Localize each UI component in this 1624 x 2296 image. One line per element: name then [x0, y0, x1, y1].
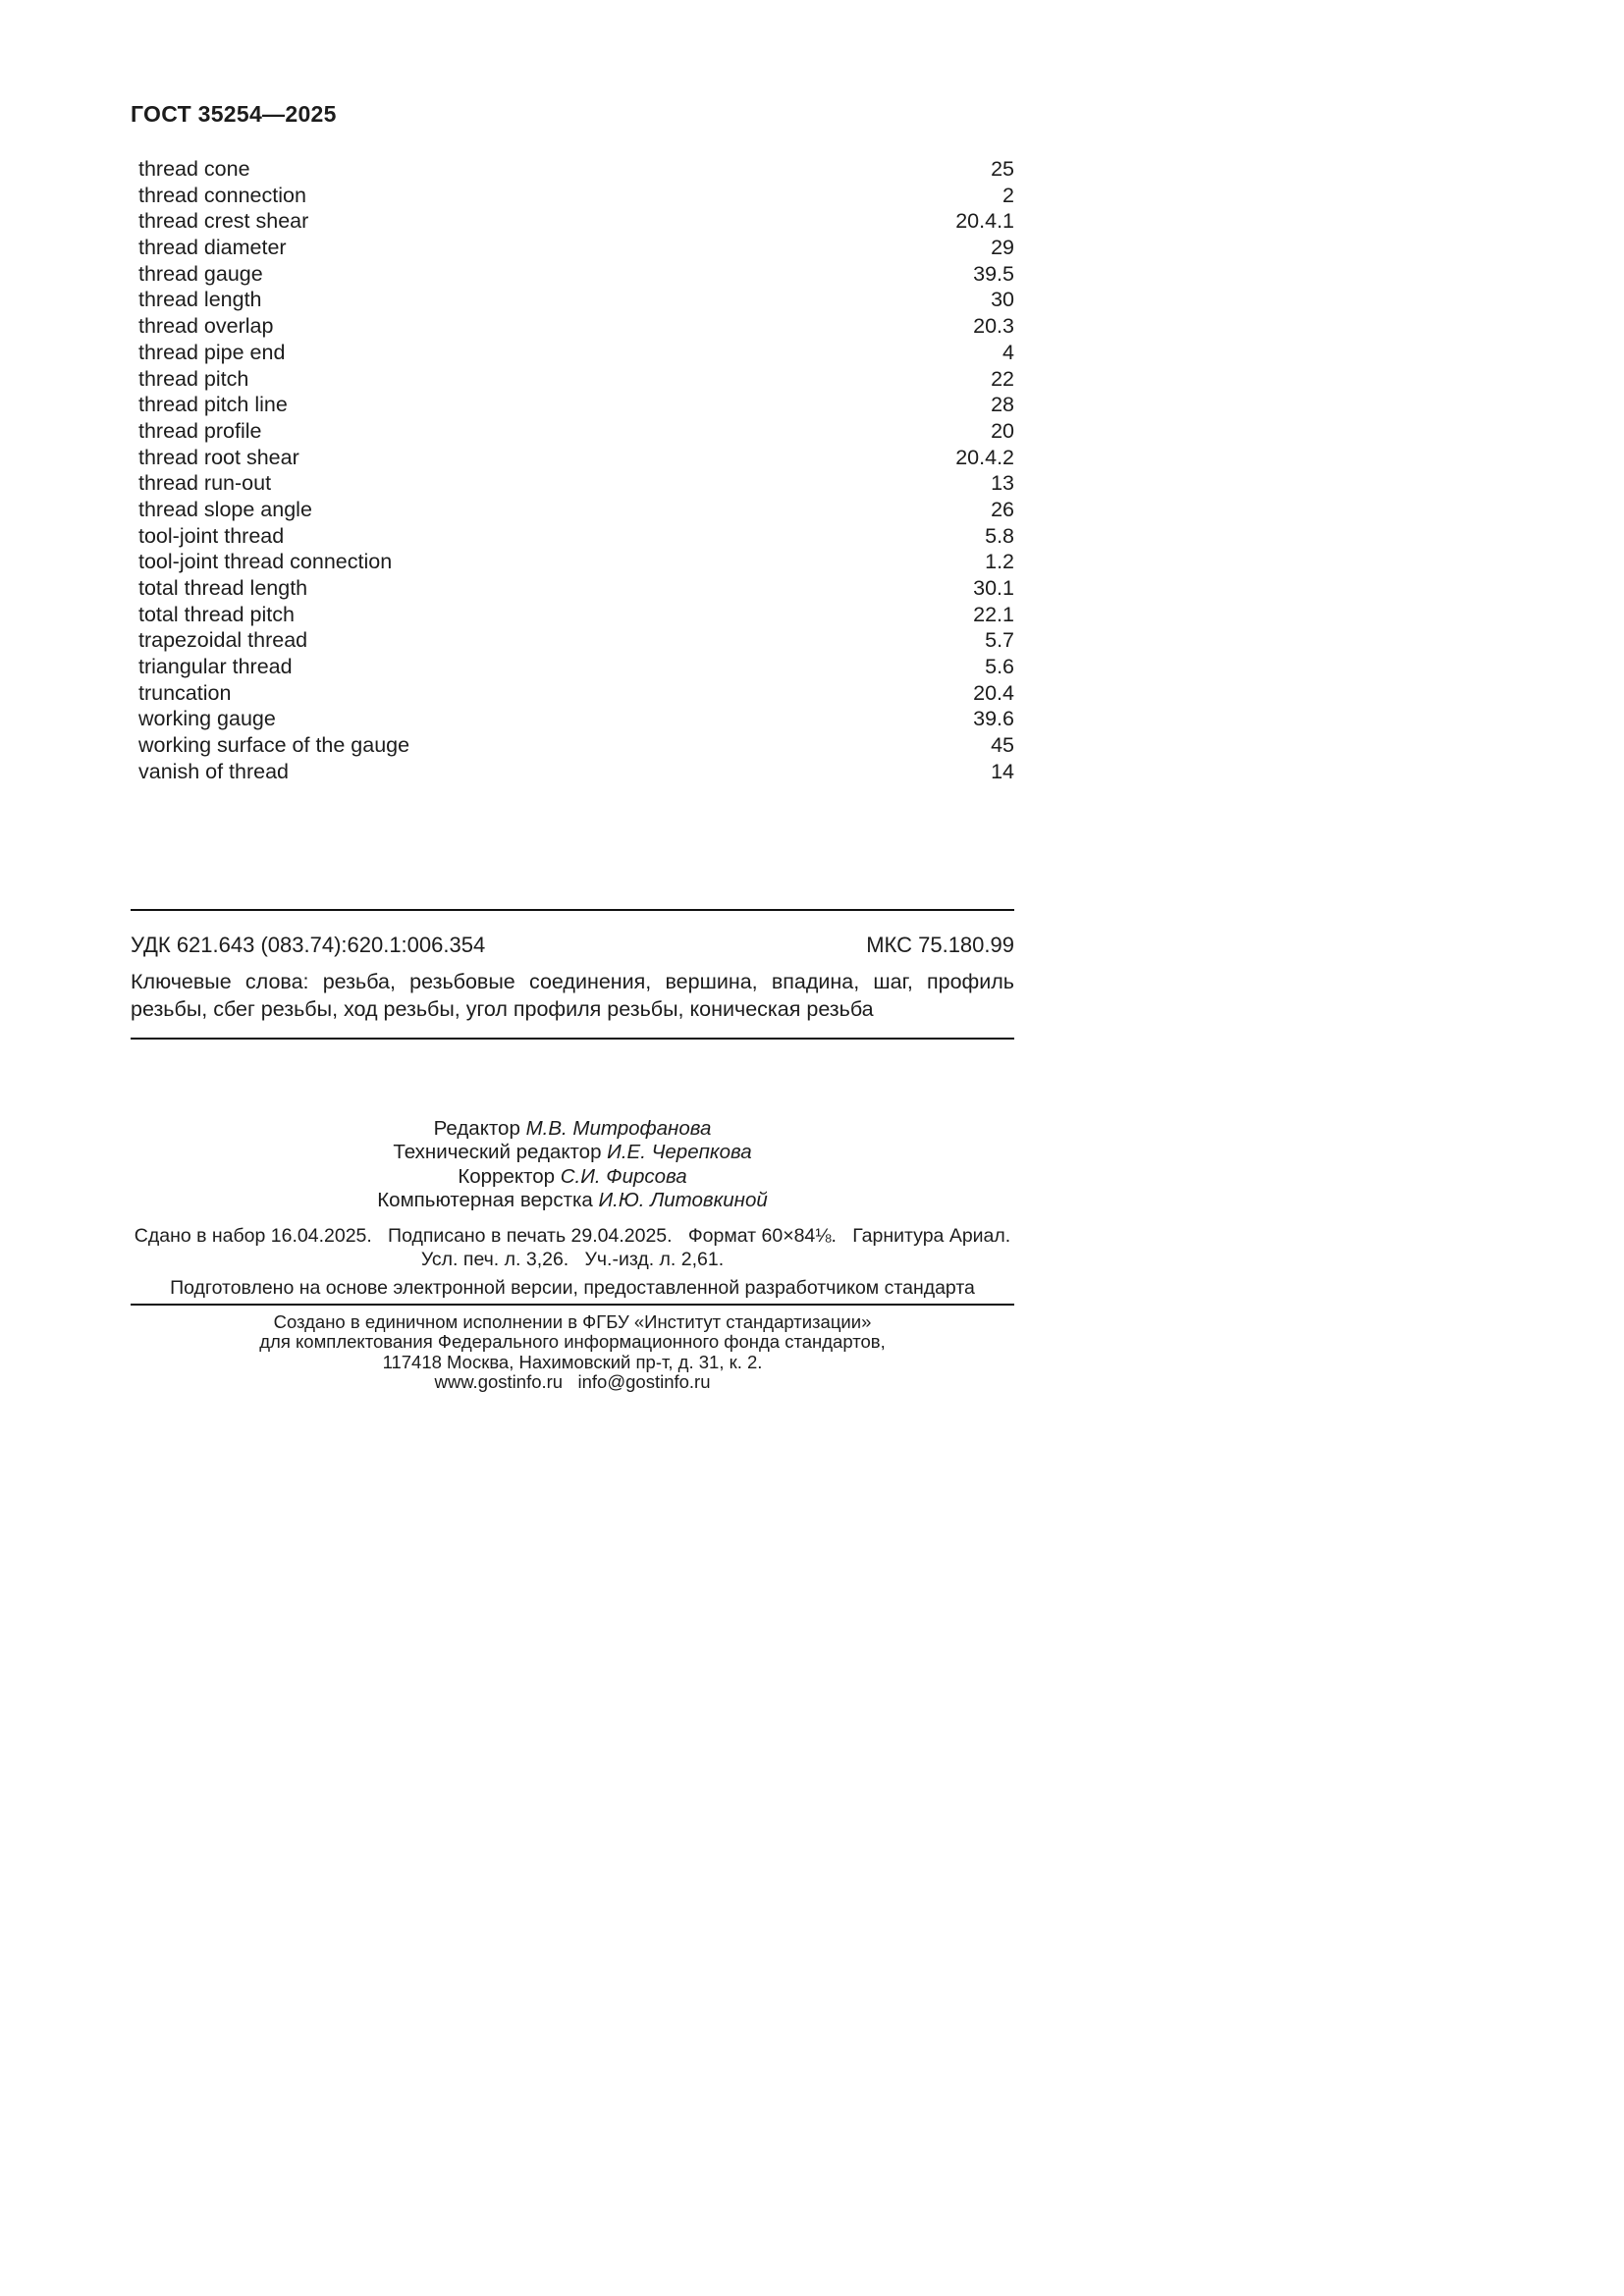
divider-above-udk	[131, 909, 1014, 911]
index-term: thread pipe end	[138, 340, 286, 364]
index-term: tool-joint thread	[138, 523, 285, 548]
index-term: working surface of the gauge	[138, 733, 410, 758]
staff-name: И.Ю. Литовкиной	[598, 1188, 768, 1211]
prepared-note: Подготовлено на основе электронной версии, предоставленной разработчиком стандарта	[170, 1277, 975, 1299]
index-ref: 30	[991, 288, 1014, 312]
index-entry-row	[138, 732, 1014, 759]
index-ref: 2	[1002, 183, 1014, 207]
index-term: total thread pitch	[138, 602, 295, 626]
index-term: trapezoidal thread	[138, 628, 308, 653]
index-entry-row	[138, 235, 1014, 261]
index-entry-row	[138, 759, 1014, 785]
index-term: thread pitch line	[138, 393, 288, 417]
index-term: total thread length	[138, 576, 308, 600]
mks-code: МКС 75.180.99	[866, 933, 1014, 957]
index-term: thread cone	[138, 157, 250, 181]
index-entry-row	[138, 392, 1014, 418]
index-term: thread profile	[138, 418, 262, 443]
index-entry-row	[138, 183, 1014, 209]
editorial-staff-block	[131, 1117, 1014, 1212]
staff-line	[131, 1189, 1014, 1212]
staff-role: Корректор	[458, 1164, 561, 1188]
footer-line: для комплектования Федерального информационного фонда стандартов,	[259, 1331, 886, 1353]
index-entry-row	[138, 497, 1014, 523]
index-term: thread diameter	[138, 236, 287, 260]
index-term: truncation	[138, 680, 232, 705]
print-info-line-2: Усл. печ. л. 3,26. Уч.-изд. л. 2,61.	[420, 1249, 725, 1270]
index-ref: 30.1	[973, 576, 1014, 600]
index-ref: 39.5	[973, 261, 1014, 286]
index-term: tool-joint thread connection	[138, 550, 393, 574]
divider-above-footer	[131, 1304, 1014, 1306]
publisher-footer-block	[131, 1312, 1014, 1393]
print-info-line-1: Сдано в набор 16.04.2025. Подписано в печать 29.04.2025. Формат 60×84⅛. Гарнитура Ариал.	[134, 1225, 1011, 1247]
staff-line	[131, 1141, 1014, 1164]
staff-name: М.В. Митрофанова	[525, 1117, 712, 1140]
index-ref: 22.1	[973, 602, 1014, 626]
index-entry-row	[138, 287, 1014, 313]
footer-line: 117418 Москва, Нахимовский пр-т, д. 31, к. 2.	[382, 1351, 763, 1372]
index-entry-row	[138, 654, 1014, 680]
index-term: thread crest shear	[138, 209, 309, 234]
index-ref: 13	[991, 471, 1014, 496]
index-term: triangular thread	[138, 655, 293, 679]
document-code-header: ГОСТ 35254—2025	[131, 101, 337, 127]
index-entry-row	[138, 340, 1014, 366]
index-ref: 5.8	[985, 523, 1014, 548]
index-entry-row	[138, 418, 1014, 445]
index-ref: 20.3	[973, 314, 1014, 339]
index-ref: 20.4.2	[955, 445, 1014, 469]
index-entry-row	[138, 602, 1014, 628]
index-term: thread run-out	[138, 471, 272, 496]
index-ref: 29	[991, 236, 1014, 260]
index-entry-row	[138, 156, 1014, 183]
index-entry-row	[138, 549, 1014, 575]
index-ref: 25	[991, 157, 1014, 181]
staff-line	[131, 1117, 1014, 1141]
index-ref: 22	[991, 366, 1014, 391]
index-term: thread overlap	[138, 314, 274, 339]
index-ref: 39.6	[973, 707, 1014, 731]
index-term: working gauge	[138, 707, 276, 731]
index-ref: 20.4	[973, 680, 1014, 705]
index-entry-row	[138, 470, 1014, 497]
codes-row	[131, 933, 1014, 958]
staff-line	[131, 1165, 1014, 1189]
staff-role: Редактор	[433, 1117, 526, 1140]
index-entry-row	[138, 575, 1014, 602]
index-ref: 14	[991, 759, 1014, 783]
index-ref: 1.2	[985, 550, 1014, 574]
staff-name: И.Е. Черепкова	[607, 1141, 752, 1164]
keywords-paragraph: Ключевые слова: резьба, резьбовые соединения, вершина, впадина, шаг, профиль резьбы, сбег резьбы, ход резьбы, угол профиля резьбы, коническая резьба	[131, 970, 1014, 1021]
staff-name: С.И. Фирсова	[560, 1164, 687, 1188]
index-ref: 5.7	[985, 628, 1014, 653]
udk-code: УДК 621.643 (083.74):620.1:006.354	[131, 933, 486, 957]
index-ref: 45	[991, 733, 1014, 758]
footer-line: www.gostinfo.ru info@gostinfo.ru	[434, 1371, 711, 1393]
index-entry-row	[138, 261, 1014, 288]
index-entry-row	[138, 627, 1014, 654]
index-term: thread connection	[138, 183, 306, 207]
footer-line: Создано в единичном исполнении в ФГБУ «Институт стандартизации»	[273, 1311, 872, 1332]
staff-role: Компьютерная верстка	[377, 1188, 599, 1211]
index-entry-row	[138, 706, 1014, 732]
index-ref: 26	[991, 497, 1014, 521]
index-entry-row	[138, 366, 1014, 393]
index-entry-row	[138, 680, 1014, 707]
index-entry-row	[138, 208, 1014, 235]
index-entry-row	[138, 523, 1014, 550]
divider-below-keywords	[131, 1038, 1014, 1040]
index-term: thread pitch	[138, 366, 249, 391]
index-term: thread root shear	[138, 445, 299, 469]
staff-role: Технический редактор	[393, 1141, 608, 1164]
index-ref: 20.4.1	[955, 209, 1014, 234]
index-term: thread length	[138, 288, 262, 312]
index-ref: 5.6	[985, 655, 1014, 679]
index-ref: 4	[1002, 340, 1014, 364]
index-term: thread gauge	[138, 261, 263, 286]
index-term: thread slope angle	[138, 497, 312, 521]
index-term: vanish of thread	[138, 759, 289, 783]
alphabetical-index-list	[138, 156, 1014, 785]
index-ref: 28	[991, 393, 1014, 417]
index-entry-row	[138, 313, 1014, 340]
index-entry-row	[138, 445, 1014, 471]
index-ref: 20	[991, 418, 1014, 443]
